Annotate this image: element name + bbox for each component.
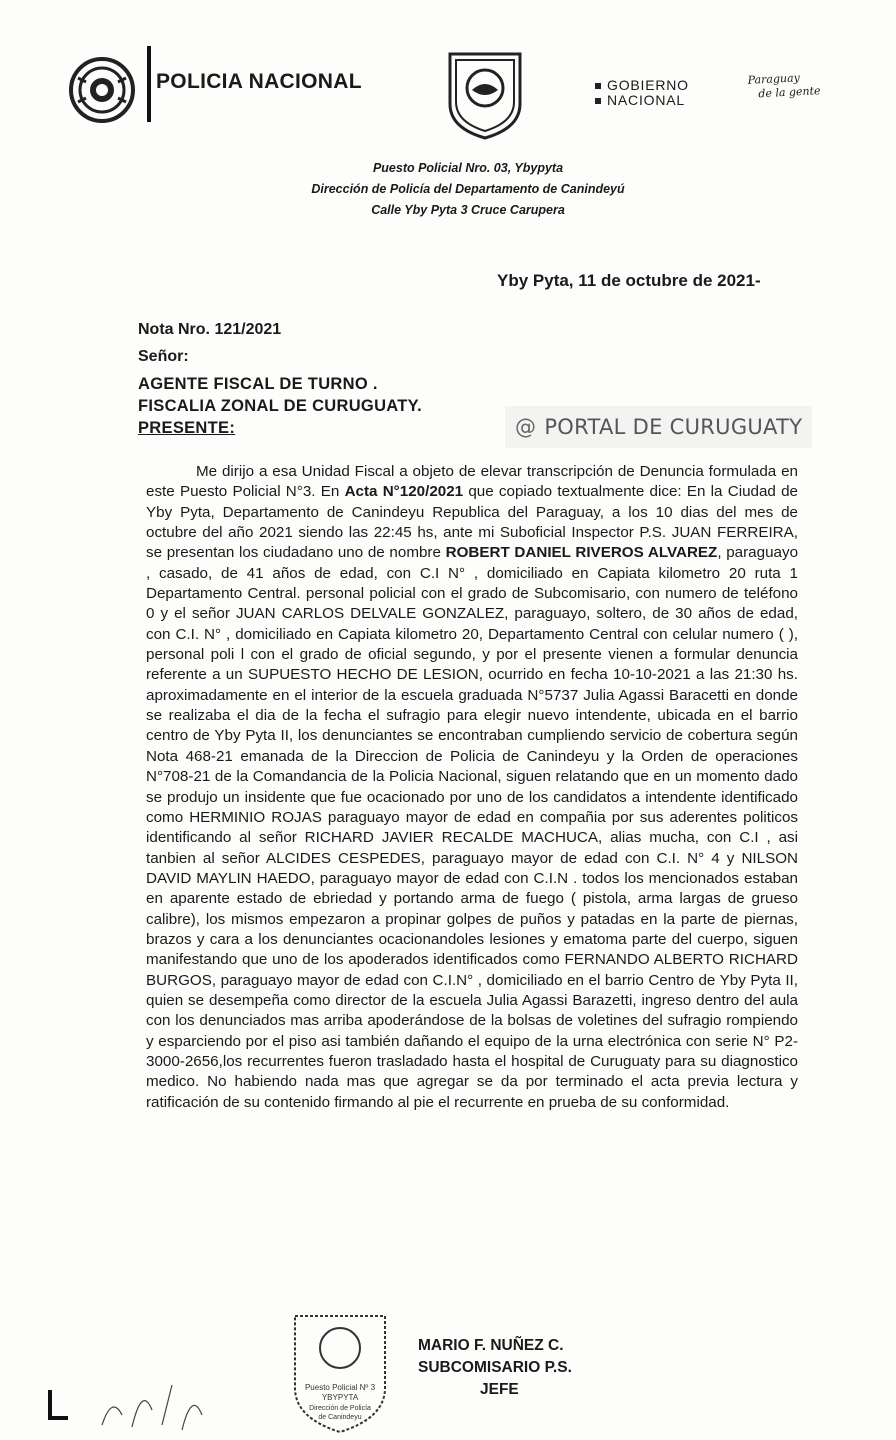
header-divider [147, 46, 151, 122]
salutation: Señor: [138, 348, 189, 365]
paraguay-slogan: Paraguay de la gente [747, 71, 821, 101]
signature-block [418, 1335, 572, 1401]
signer-name: MARIO F. NUÑEZ C. [418, 1337, 564, 1354]
police-badge-icon [444, 48, 526, 142]
complainant-name: ROBERT DANIEL RIVEROS ALVAREZ [445, 544, 718, 562]
gobierno-nacional-label: GOBIERNO NACIONAL [595, 78, 689, 108]
stamp-line-1: Puesto Policial Nº 3 [304, 1383, 376, 1392]
police-seal-icon [68, 56, 136, 124]
recipient-block [138, 373, 422, 439]
office-line-1: Puesto Policial Nro. 03, Ybypyta [372, 161, 564, 175]
institution-name: POLICIA NACIONAL [156, 70, 362, 93]
document-body [146, 462, 798, 1113]
signer-rank: SUBCOMISARIO P.S. [418, 1359, 572, 1376]
office-line-3: Calle Yby Pyta 3 Cruce Carupera [371, 203, 565, 217]
margin-mark [46, 1386, 72, 1422]
office-line-2: Dirección de Policía del Departamento de Canindeyú [311, 182, 625, 196]
presente-label: PRESENTE: [138, 419, 236, 437]
official-stamp [287, 1308, 393, 1436]
document-date: Yby Pyta, 11 de octubre de 2021- [497, 271, 761, 290]
watermark [505, 406, 812, 448]
signer-role: JEFE [480, 1381, 519, 1398]
office-heading [0, 158, 896, 221]
recipient-line-2: FISCALIA ZONAL DE CURUGUATY. [138, 397, 423, 415]
stamp-line-2: YBYPYTA [321, 1393, 359, 1402]
acta-number: Acta N°120/2021 [344, 483, 464, 501]
watermark-text: PORTAL DE CURUGUATY [544, 415, 803, 439]
stamp-line-3: Dirección de Policía [309, 1405, 371, 1412]
body-paragraph: Me dirijo a esa Unidad Fiscal a objeto de elevar transcripción de Denuncia formulada en este Puesto Policial N°3. En Acta N°120/2021 que copiado textualmente dice: En la Ciudad de Yby Pyta, Departamento de Canindeyu Republica del Paraguay, a los 10 dias del mes de octubre del año 2021 siendo las 22:45 hs, ante mi Suboficial Inspector P.S. JUAN FERREIRA, se presentan los ciudadano uno de nombre ROBERT DANIEL RIVEROS ALVAREZ, paraguayo , casado, de 41 años de edad, con C.I N° , domiciliado en Capiata kilometro 20 ruta 1 Departamento Central. personal policial con el grado de Subcomisario, con numero de teléfono 0 y el señor JUAN CARLOS DELVALE GONZALEZ, paraguayo, soltero, de 30 años de edad, con C.I. N° , domiciliado en Capiata kilometro 20, Departamento Central con celular numero ( ), personal poli l con el grado de oficial segundo, y por el presente vienen a formular denuncia referente a un SUPUESTO HECHO DE LESION, ocurrido en fecha 10-10-2021 a las 21:30 hs. aproximadamente en el interior de la escuela graduada N°5737 Julia Agassi Baracetti en donde se realizaba el dia de la fecha el sufragio para elegir nuevo intendente, ubicada en el barrio centro de Yby Pyta II, los denunciantes se encontraban cumpliendo servicio de cobertura según Nota 468-21 emanada de la Direccion de Policia de Canindeyu y la Orden de operaciones N°708-21 de la Comandancia de la Policia Nacional, siguen relatando que en un momento dado se produjo un insidente que fue ocacionado por uno de los candidatos a intendente identificado como HERMINIO ROJAS paraguayo mayor de edad en compañia por sus aderentes politicos identificando al señor RICHARD JAVIER RECALDE MACHUCA, alias mucha, con C.I , asi tanbien al señor ALCIDES CESPEDES, paraguayo mayor de edad con C.I. N° 4 y NILSON DAVID MAYLIN HAEDO, paraguayo mayor de edad con C.I.N . todos los mencionados estaban en aparente estado de ebriedad y portando arma de fuego ( pistola, arma largas de grueso calibre), los mismos empezaron a propinar golpes de puños y patadas en la parte de piernas, brazos y cara a los denunciantes ocacionandoles lesiones y ematoma parte del cuerpo, siguen manifestando que uno de los apoderados identificados como FERNANDO ALBERTO RICHARD BURGOS, paraguayo mayor de edad con C.I.N° , domiciliado en el barrio Centro de Yby Pyta II, quien se desempeña como director de la escuela Julia Agassi Barazetti, ingreso dentro del aula con los denunciados mas arriba apoderándose de la bolsas de voletines del sufragio rompiendo y esparciendo por el piso asi también dañando el equipo de la urna electrónica con serie N° P2-3000-2656,los recurrentes fueron trasladado hasta el hospital de Curuguaty para su diagnostico medico. No habiendo nada mas que agregar se da por terminado el acta previa lectura y ratificación de su contenido firmando al pie el recurrente en prueba de su conformidad. [146, 463, 799, 1111]
note-number: Nota Nro. 121/2021 [138, 321, 282, 338]
at-icon: @ [515, 415, 537, 439]
stamp-line-4: de Canindeyu [318, 1414, 362, 1421]
note-header [138, 316, 281, 370]
recipient-line-1: AGENTE FISCAL DE TURNO . [138, 375, 378, 393]
handwritten-annotation [92, 1355, 222, 1435]
